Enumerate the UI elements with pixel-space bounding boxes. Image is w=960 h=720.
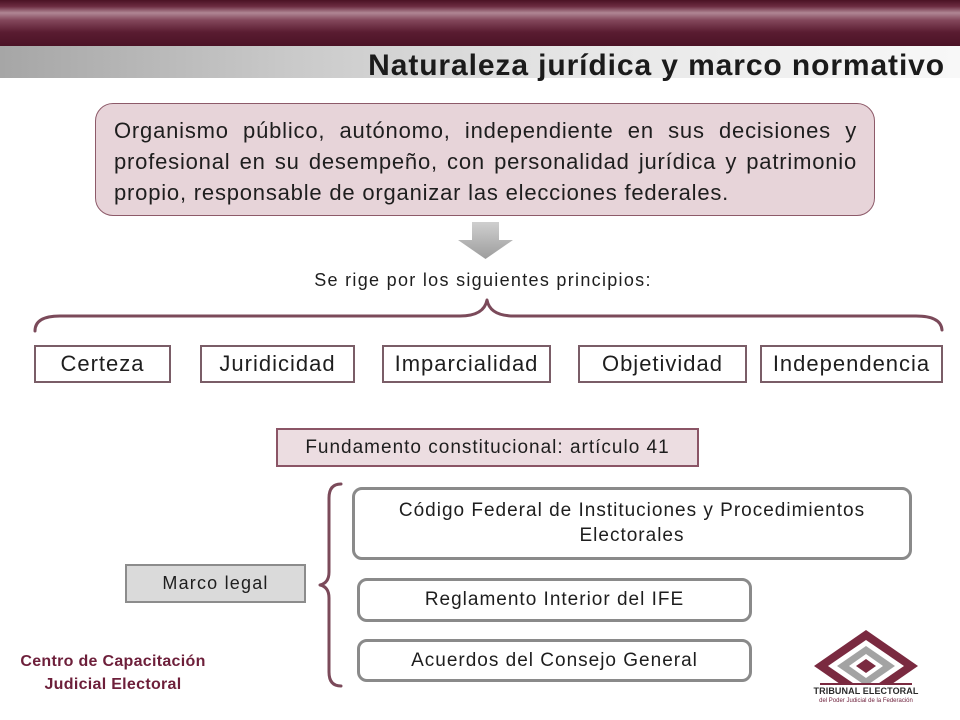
legal-framework-item-cofipe: Código Federal de Instituciones y Procedimientos Electorales [352,487,912,560]
legal-framework-label: Marco legal [125,564,306,603]
definition-line: propio, responsable de organizar las elecciones federales. [114,180,730,205]
slide-title: Naturaleza jurídica y marco normativo [368,49,945,82]
definition-box [95,103,875,216]
legal-framework-brace [315,480,345,690]
tribunal-electoral-logo-icon [806,628,926,688]
principle-juridicidad: Juridicidad [200,345,355,383]
principles-brace [0,295,960,335]
footer-org-line: Centro de Capacitación [20,653,206,670]
footer-organization [10,650,216,696]
constitutional-basis-box: Fundamento constitucional: artículo 41 [276,428,699,467]
principles-intro: Se rige por los siguientes principios: [314,270,652,290]
principle-objetividad: Objetividad [578,345,747,383]
principle-imparcialidad: Imparcialidad [382,345,551,383]
definition-line: profesional en su desempeño, con personalidad jurídica y patrimonio [114,149,857,174]
logo-subtitle: del Poder Judicial de la Federación [819,698,913,704]
legal-framework-item-acuerdos: Acuerdos del Consejo General [357,639,752,682]
header-bar [0,0,960,46]
logo-name: TRIBUNAL ELECTORAL [813,686,919,696]
definition-line: Organismo público, autónomo, independiente en sus decisiones y [114,118,857,143]
legal-framework-item-reglamento: Reglamento Interior del IFE [357,578,752,622]
down-arrow-icon [455,222,515,260]
principle-certeza: Certeza [34,345,171,383]
footer-org-line: Judicial Electoral [44,676,182,693]
principle-independencia: Independencia [760,345,943,383]
